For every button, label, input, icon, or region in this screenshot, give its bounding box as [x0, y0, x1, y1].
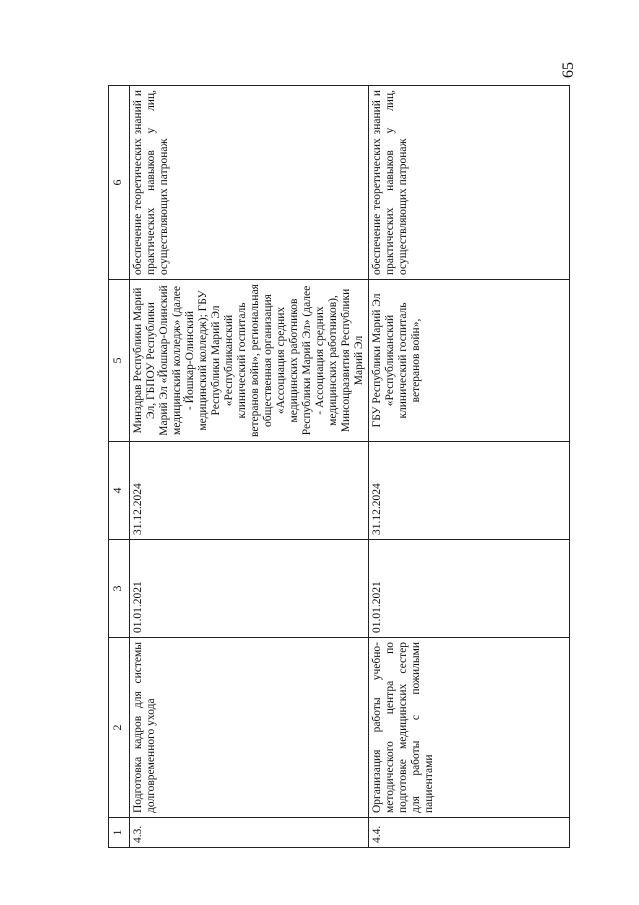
row-number: 4.4. — [369, 818, 570, 848]
column-header: 4 — [109, 442, 130, 540]
executors: ГБУ Республики Марий Эл «Республиканский клинический госпиталь ветеранов войн», — [369, 280, 570, 442]
column-header: 5 — [109, 280, 130, 442]
expected-result: обеспечение теоретических знаний и практических навыков у лиц, осуществляющих патронаж — [130, 86, 369, 280]
start-date: 01.01.2021 — [130, 540, 369, 638]
table-row — [130, 86, 369, 848]
measures-table — [108, 85, 570, 848]
table-header-row — [109, 86, 130, 848]
start-date: 01.01.2021 — [369, 540, 570, 638]
column-header: 3 — [109, 540, 130, 638]
row-number: 4.3. — [130, 818, 369, 848]
expected-result: обеспечение теоретических знаний и практических навыков у лиц, осуществляющих патронаж — [369, 86, 570, 280]
table-row — [369, 86, 570, 848]
end-date: 31.12.2024 — [369, 442, 570, 540]
page-number: 65 — [560, 62, 577, 78]
measure-name: Подготовка кадров для системы долговременного ухода — [130, 638, 369, 818]
column-header: 2 — [109, 638, 130, 818]
end-date: 31.12.2024 — [130, 442, 369, 540]
measure-name: Организация работы учебно-методического центра по подготовке медицинских сестер для работы с пожилыми пациентами — [369, 638, 570, 818]
column-header: 6 — [109, 86, 130, 280]
column-header: 1 — [109, 818, 130, 848]
executors: Минздрав Республики Марий Эл, ГБПОУ Республики Марий Эл «Йошкар-Олинский медицинский колледж» (далее - Йошкар-Олинский медицинский колледж); ГБУ Республики Марий Эл «Республиканский клинический госпиталь ветеранов войн», региональная общественная организация «Ассоциация средних медицинских работников Республики Марий Эл» (далее - Ассоциация средних медицинских работников), Минсоцразвития Республики Марий Эл — [130, 280, 369, 442]
rotated-table-container — [108, 86, 558, 848]
